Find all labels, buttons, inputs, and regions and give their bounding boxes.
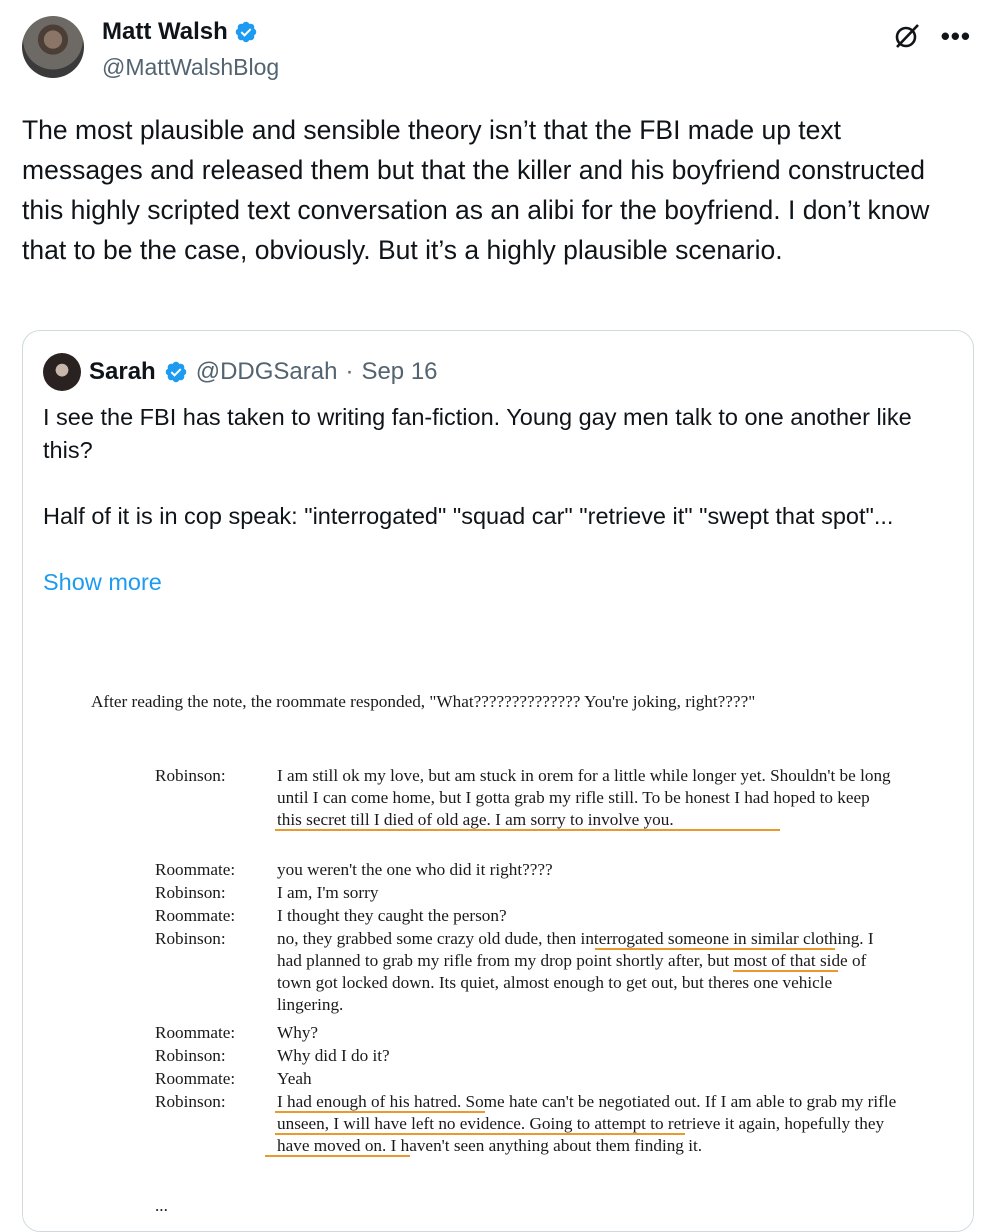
tweet-text: The most plausible and sensible theory isn’t that the FBI made up text messages and released them but that the killer and his boyfriend constructed this highly scripted text conversation as an alibi for the boyfriend. I don’t know that to be the case, obviously. But it’s a highly plausible scenario. <box>22 115 930 265</box>
highlight-underline <box>275 829 780 831</box>
message-text: no, they grabbed some crazy old dude, then interrogated someone in similar clothing. I had planned to grab my rifle from my drop point shortly after, but most of that side of town got locked down. Its quiet, almost enough to get out, but theres one vehicle lingering. <box>277 929 874 1014</box>
speaker-label: Robinson: <box>155 1046 226 1065</box>
message-text: I thought they caught the person? <box>277 906 507 925</box>
highlight-underline <box>265 1155 410 1157</box>
document-line <box>155 765 915 855</box>
highlight-underline <box>595 948 835 950</box>
message-text: I had enough of his hatred. Some hate can't be negotiated out. If I am able to grab my rifle unseen, I will have left no evidence. Going to attempt to retrieve it again, hopefully they have moved on. I haven't seen anything about them finding it. <box>277 1092 897 1155</box>
author-avatar[interactable] <box>22 16 84 78</box>
more-icon[interactable]: ••• <box>940 21 971 51</box>
document-trailing: ... <box>155 1196 168 1215</box>
grok-icon[interactable] <box>893 22 921 50</box>
quoted-date[interactable]: Sep 16 <box>361 358 438 385</box>
verified-badge-icon <box>164 360 188 384</box>
show-more-link[interactable]: Show more <box>43 569 162 595</box>
message-text: Why did I do it? <box>277 1046 390 1065</box>
quoted-avatar[interactable] <box>43 353 81 391</box>
author-handle[interactable]: @MattWalshBlog <box>102 54 280 80</box>
quoted-tweet[interactable] <box>22 330 974 1232</box>
quoted-paragraph-2: Half of it is in cop speak: "interrogated" "squad car" "retrieve it" "swept that spot"... <box>43 503 894 529</box>
header-actions <box>893 22 971 50</box>
message-text: Yeah <box>277 1069 312 1088</box>
message-text: I am, I'm sorry <box>277 883 379 902</box>
verified-badge-icon <box>234 20 258 44</box>
quoted-handle[interactable]: @DDGSarah <box>195 358 338 385</box>
highlight-underline <box>733 970 838 972</box>
attached-document-image[interactable] <box>23 631 973 1231</box>
speaker-label: Robinson: <box>155 883 226 902</box>
message-text: Why? <box>277 1023 319 1042</box>
quoted-name[interactable]: Sarah <box>89 358 156 385</box>
quoted-paragraph-1: I see the FBI has taken to writing fan-fiction. Young gay men talk to one another like this? <box>43 404 912 463</box>
speaker-label: Roommate: <box>155 1023 236 1042</box>
quoted-text <box>43 401 943 566</box>
speaker-label: Roommate: <box>155 860 236 879</box>
speaker-label: Roommate: <box>155 1069 236 1088</box>
quoted-header <box>43 353 438 391</box>
document-line <box>155 928 915 1018</box>
document-line <box>155 1091 915 1181</box>
message-text: you weren't the one who did it right???? <box>277 860 553 879</box>
highlight-underline <box>275 1111 485 1113</box>
author-name[interactable]: Matt Walsh <box>102 18 228 45</box>
quoted-separator: · <box>345 358 354 385</box>
message-text: I am still ok my love, but am stuck in orem for a little while longer yet. Shouldn't be long until I can come home, but I gotta grab my rifle still. To be honest I had hoped to keep this secret till I died of old age. I am sorry to involve you. <box>277 766 891 829</box>
speaker-label: Robinson: <box>155 766 226 785</box>
highlight-underline <box>275 1133 685 1135</box>
author-name-row[interactable] <box>102 18 258 46</box>
speaker-label: Roommate: <box>155 906 236 925</box>
speaker-label: Robinson: <box>155 1092 226 1111</box>
speaker-label: Robinson: <box>155 929 226 948</box>
document-intro: After reading the note, the roommate responded, "What?????????????? You're joking, right????" <box>91 692 756 711</box>
